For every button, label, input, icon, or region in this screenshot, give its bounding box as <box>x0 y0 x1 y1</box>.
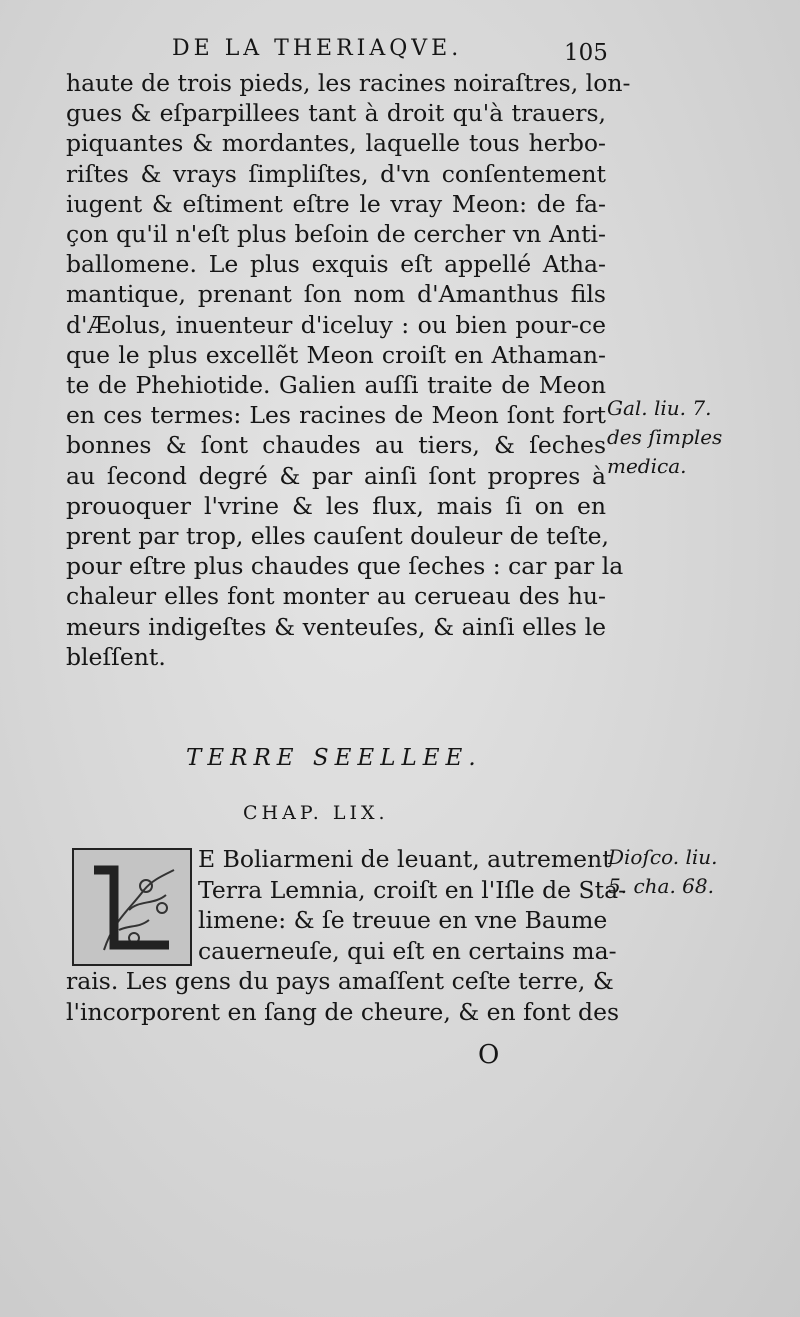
text-line: piquantes & mordantes, laquelle tous herbo- <box>66 129 606 158</box>
running-head: DE LA THERIAQVE. <box>172 36 463 61</box>
margin-note-line: Gal. liu. 7. <box>607 396 712 420</box>
text-line: bleſſent. <box>66 642 166 671</box>
text-line: limene: & ſe treuue en vne Baume <box>198 906 608 935</box>
margin-note-galien <box>607 394 722 481</box>
margin-note-line: medica. <box>607 454 687 478</box>
margin-note-dioscoride <box>608 843 718 901</box>
text-line: prouoquer l'vrine & les flux, mais ſi on en <box>66 491 606 520</box>
signature-mark: O <box>478 1040 500 1070</box>
text-line: Terra Lemnia, croiſt en l'Iſle de Sta- <box>198 875 627 904</box>
chapter-text-block <box>66 844 627 1028</box>
text-line: çon qu'il n'eſt plus beſoin de cercher vn Anti- <box>66 220 606 249</box>
text-line: en ces termes: Les racines de Meon ſont fort <box>66 401 606 430</box>
text-line: ballomene. Le plus exquis eſt appellé Atha- <box>66 250 606 279</box>
text-line: meurs indigeſtes & venteuſes, & ainſi elles le <box>66 612 606 641</box>
text-line: bonnes & ſont chaudes au tiers, & ſeches <box>66 431 606 460</box>
chapter-heading: CHAP. LIX. <box>243 802 389 824</box>
text-line: l'incorporent en ſang de cheure, & en font des <box>66 997 620 1026</box>
text-line: chaleur elles font monter au cerueau des hu- <box>66 582 606 611</box>
margin-note-line: 5. cha. 68. <box>608 874 714 898</box>
text-line: iugent & eſtiment eſtre le vray Meon: de fa- <box>66 189 606 218</box>
page-number: 105 <box>564 40 608 66</box>
text-line: d'Æolus, inuenteur d'iceluy : ou bien pour-ce <box>66 310 606 339</box>
margin-note-line: Dioſco. liu. <box>608 845 718 869</box>
text-line: prent par trop, elles cauſent douleur de teſte, <box>66 522 610 551</box>
text-line: que le plus excellẽt Meon croiſt en Athaman- <box>66 340 606 369</box>
text-line: te de Phehiotide. Galien auſſi traite de Meon <box>66 371 606 400</box>
text-line: pour eſtre plus chaudes que ſeches : car par la <box>66 552 624 581</box>
text-line: mantique, prenant ſon nom d'Amanthus fils <box>66 280 606 309</box>
margin-note-line: des ſimples <box>607 425 723 449</box>
text-line: E Boliarmeni de leuant, autrement <box>198 845 612 873</box>
text-line: cauerneuſe, qui eſt en certains ma- <box>198 936 617 965</box>
text-line: rais. Les gens du pays amaſſent ceſte terre, & <box>66 967 614 996</box>
section-title: TERRE SEELLEE. <box>186 745 482 771</box>
text-line: haute de trois pieds, les racines noiraſtres, lon- <box>66 69 631 97</box>
text-line: gues & eſparpillees tant à droit qu'à trauers, <box>66 99 606 128</box>
text-line: riſtes & vrays ſimpliſtes, d'vn conſentement <box>66 159 606 188</box>
text-line: au ſecond degré & par ainſi ſont propres à <box>66 461 606 490</box>
main-text-block <box>66 68 631 672</box>
